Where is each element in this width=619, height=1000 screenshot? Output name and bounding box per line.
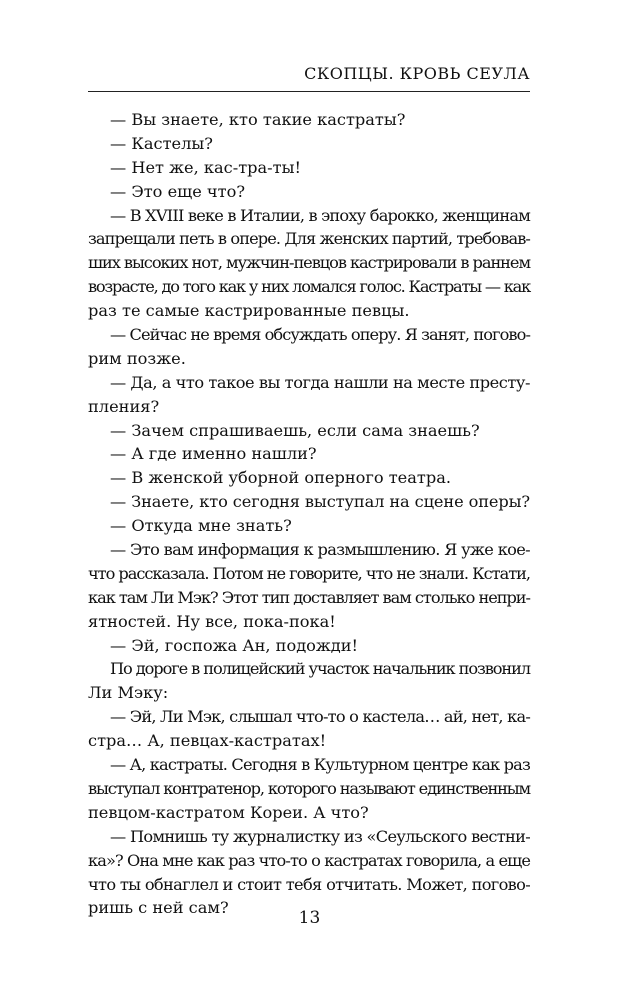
text-line: выступал контратенор, которого называют единственным [88,778,530,798]
text-line: — А где именно нашли? [110,444,317,464]
text-line: — Помнишь ту журналистку из «Сеульского вестни- [110,826,530,846]
header-rule [88,91,530,92]
text-line: раз те самые кастрированные певцы. [88,301,410,321]
text-line: певцом-кастратом Кореи. А что? [88,802,369,822]
text-line: — Кастелы? [110,133,213,153]
text-line: запрещали петь в опере. Для женских партий, требовав- [88,229,530,249]
text-line: ятностей. Ну все, пока-пока! [88,611,336,631]
text-line: — Это еще что? [110,181,246,201]
text-line: — Сейчас не время обсуждать оперу. Я занят, погово- [110,325,530,345]
text-line: — В XVIII веке в Италии, в эпоху барокко, женщинам [110,205,531,225]
text-line: пления? [88,396,160,416]
text-line: рим позже. [88,348,186,368]
text-line: что рассказала. Потом не говорите, что не знали. Кстати, [88,563,530,583]
running-head: СКОПЦЫ. КРОВЬ СЕУЛА [304,64,530,83]
text-line: ришь с ней сам? [88,898,229,918]
text-line: — Зачем спрашиваешь, если сама знаешь? [110,420,480,440]
text-line: — Эй, госпожа Ан, подожди! [110,635,359,655]
text-line: — Знаете, кто сегодня выступал на сцене оперы? [110,492,530,512]
text-line: — А, кастраты. Сегодня в Культурном центре как раз [110,755,530,775]
text-line: — В женской уборной оперного театра. [110,468,452,488]
text-line: По дороге в полицейский участок начальник позвонил [110,659,531,679]
text-line: что ты обнаглел и стоит тебя отчитать. Может, погово- [88,874,530,894]
body-text [88,108,530,920]
text-line: ших высоких нот, мужчин-певцов кастрировали в раннем [88,253,530,273]
text-line: Ли Мэку: [88,683,169,703]
text-line: стра… А, певцах-кастратах! [88,731,327,751]
text-line: возрасте, до того как у них ломался голос. Кастраты — как [88,277,531,297]
text-line: — Откуда мне знать? [110,516,292,536]
text-line: — Да, а что такое вы тогда нашли на месте престу- [110,372,530,392]
text-line: — Нет же, кас-тра-ты! [110,157,301,177]
text-line: — Эй, Ли Мэк, слышал что-то о кастела… ай, нет, ка- [110,707,530,727]
text-line: — Это вам информация к размышлению. Я уже кое- [110,540,531,560]
text-line: как там Ли Мэк? Этот тип доставляет вам столько непри- [88,587,530,607]
text-line: ка»? Она мне как раз что-то о кастратах говорила, а еще [88,850,531,870]
text-line: — Вы знаете, кто такие кастраты? [110,110,406,129]
page-number: 13 [298,908,321,928]
